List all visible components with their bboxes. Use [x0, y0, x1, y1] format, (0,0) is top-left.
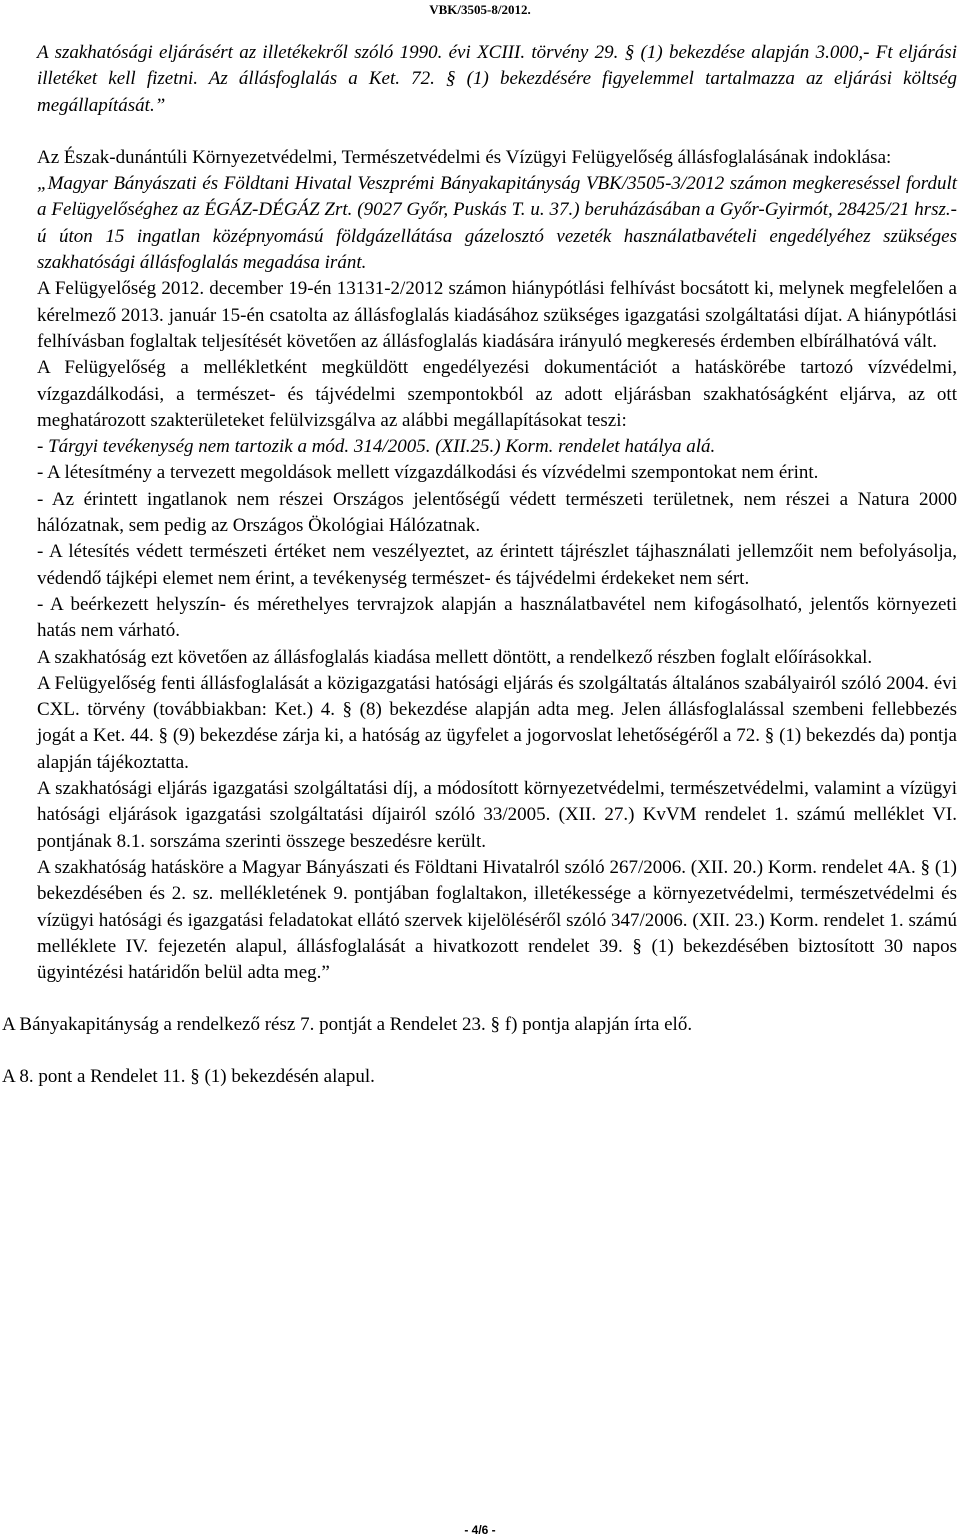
service-fee-paragraph: A szakhatósági eljárás igazgatási szolgáltatási díj, a módosított környezetvédelmi, természetvédelmi, valamint a vízügyi hatósági eljárások igazgatási szolgáltatási díjairól szóló 33/2005. (XII. 27.) KvVM rendelet 1. számú melléklet VI. pontjának 8.1. sorszáma szerinti összege beszedésre került.	[37, 778, 957, 852]
finding-item-4: - A létesítés védett természeti értéket nem veszélyeztet, az érintett tájrészlet tájhasználati jellemzőit nem befolyásolja, védendő tájképi elemet nem érint, a tevékenység természet- és tájvédelmi érdekeket nem sért.	[37, 541, 957, 589]
decision-paragraph: A szakhatóság ezt követően az állásfoglalás kiadása mellett döntött, a rendelkező részben foglalt előírásokkal.	[37, 646, 873, 668]
document-body	[2, 40, 957, 1090]
review-paragraph: A Felügyelőség a mellékletként megküldött engedélyezési dokumentációt a hatáskörébe tartozó vízvédelmi, vízgazdálkodási, a természet- és tájvédelmi szempontokból az adott eljárásban szakhatóságként eljárva, az ott meghatározott szakterületeket felülvizsgálva az alábbi megállapításokat teszi:	[37, 357, 957, 431]
finding-item-2: - A létesítmény a tervezett megoldások mellett vízgazdálkodási és vízvédelmi szempontokat nem érint.	[37, 462, 819, 484]
finding-item-1: - Tárgyi tevékenység nem tartozik a mód. 314/2005. (XII.25.) Korm. rendelet hatálya alá.	[37, 436, 716, 458]
reasoning-heading: Az Észak-dunántúli Környezetvédelmi, Természetvédelmi és Vízügyi Felügyelőség állásfoglalásának indoklása:	[37, 146, 892, 168]
finding-item-5: - A beérkezett helyszín- és mérethelyes tervrajzok alapján a használatbavétel nem kifogásolható, jelentős környezeti hatás nem várható.	[37, 593, 957, 642]
finding-item-3: - Az érintett ingatlanok nem részei Országos jelentőségű védett természeti területnek, nem részei a Natura 2000 hálózatnak, sem pedig az Országos Ökológiai Hálózatnak.	[37, 488, 957, 537]
point-8-paragraph: A 8. pont a Rendelet 11. § (1) bekezdésén alapul.	[2, 1066, 375, 1088]
fee-paragraph: A szakhatósági eljárásért az illetékekről szóló 1990. évi XCIII. törvény 29. § (1) bekezdése alapján 3.000,- Ft eljárási illetéket kell fizetni. Az állásfoglalás a Ket. 72. § (1) bekezdésére figyelemmel tartalmazza az eljárási költség megállapítását.”	[37, 42, 957, 116]
deficiency-paragraph: A Felügyelőség 2012. december 19-én 13131-2/2012 számon hiánypótlási felhívást bocsátott ki, melynek megfelelően a kérelmező 2013. január 15-én csatolta az állásfoglalás kiadásához szükséges igazgatási szolgáltatási díjat. A hiánypótlási felhívásban foglaltak teljesítését követően az állásfoglalás kiadására irányuló megkeresés érdemben elbírálhatóvá vált.	[37, 278, 957, 352]
document-number-header: VBK/3505-8/2012.	[429, 2, 531, 17]
competence-paragraph: A szakhatóság hatásköre a Magyar Bányászati és Földtani Hivatalról szóló 267/2006. (XII. 20.) Korm. rendelet 4A. § (1) bekezdésében és 2. sz. mellékletének 9. pontjában foglaltakon, illetékessége a környezetvédelmi, természetvédelmi és vízügyi hatósági és igazgatási feladatokat ellátó szervek kijelöléséről szóló 347/2006. (XII. 23.) Korm. rendelet 1. számú melléklete IV. fejezetén alapul, állásfoglalását a hivatkozott rendelet 39. § (1) bekezdésében biztosított 30 napos ügyintézési határidőn belül adta meg.”	[37, 856, 957, 984]
page-number-footer: - 4/6 -	[464, 1523, 496, 1537]
point-7-paragraph: A Bányakapitányság a rendelkező rész 7. pontját a Rendelet 23. § f) pontja alapján írta elő.	[2, 1014, 693, 1036]
legal-basis-paragraph: A Felügyelőség fenti állásfoglalását a közigazgatási hatósági eljárás és szolgáltatás általános szabályairól szóló 2004. évi CXL. törvény (továbbiakban: Ket.) 4. § (8) bekezdése alapján adta meg. Jelen állásfoglalással szembeni fellebbezés jogát a Ket. 44. § (9) bekezdése zárja ki, a hatóság az ügyfelet a jogorvoslat lehetőségéről a 72. § (1) bekezdés da) pontja alapján tájékoztatta.	[37, 672, 957, 773]
request-paragraph: „Magyar Bányászati és Földtani Hivatal Veszprémi Bányakapitányság VBK/3505-3/2012 számon megkereséssel fordult a Felügyelőséghez az ÉGÁZ-DÉGÁZ Zrt. (9027 Győr, Puskás T. u. 37.) beruházásában a Győr-Gyirmót, 28425/21 hrsz.-ú úton 15 ingatlan középnyomású földgázellátása gázelosztó vezeték használatbavételi engedélyéhez szükséges szakhatósági állásfoglalás megadása iránt.	[37, 173, 957, 274]
